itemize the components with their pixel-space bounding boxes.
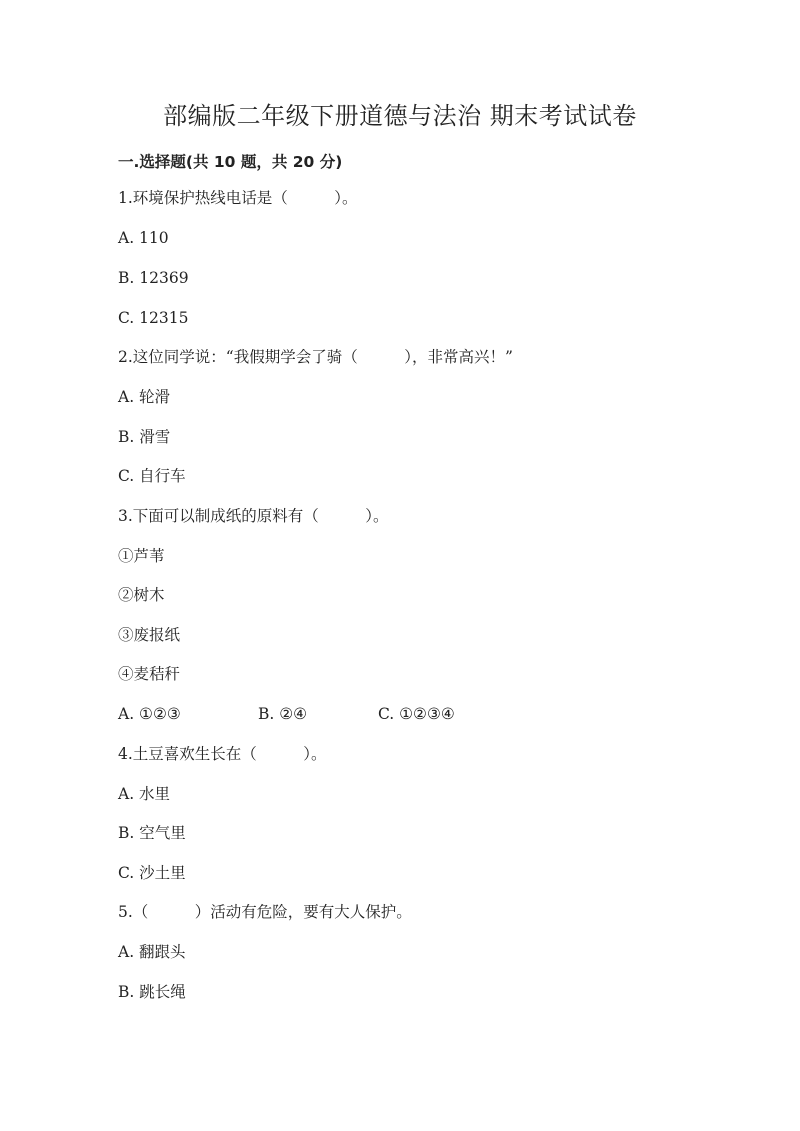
question-2-option-b: B. 滑雪 xyxy=(118,428,171,446)
question-4-option-c: C. 沙土里 xyxy=(118,864,186,882)
question-2-option-a: A. 轮滑 xyxy=(118,388,171,406)
question-4-option-b: B. 空气里 xyxy=(118,824,186,842)
question-3-item-2: ②树木 xyxy=(118,586,165,604)
question-3-option-c: C. ①②③④ xyxy=(378,705,455,723)
page-title: 部编版二年级下册道德与法治 期末考试试卷 xyxy=(163,102,637,130)
section-heading: 一.选择题(共 10 题，共 20 分) xyxy=(118,153,343,171)
question-1-option-c: C. 12315 xyxy=(118,309,189,327)
question-2-option-c: C. 自行车 xyxy=(118,467,186,485)
question-1-option-a: A. 110 xyxy=(118,229,169,247)
question-3-item-1: ①芦苇 xyxy=(118,547,165,565)
question-1-option-b: B. 12369 xyxy=(118,269,189,287)
question-3-item-3: ③废报纸 xyxy=(118,626,181,644)
question-3-option-b: B. ②④ xyxy=(258,705,308,723)
question-5-option-b: B. 跳长绳 xyxy=(118,983,186,1001)
question-2-stem: 2.这位同学说：“我假期学会了骑（ ），非常高兴！” xyxy=(118,348,513,366)
question-4-stem: 4.土豆喜欢生长在（ ）。 xyxy=(118,745,327,763)
question-1-stem: 1.环境保护热线电话是（ ）。 xyxy=(118,189,358,207)
question-3-item-4: ④麦秸秆 xyxy=(118,665,181,683)
question-5-stem: 5.（ ）活动有危险，要有大人保护。 xyxy=(118,903,412,921)
question-3-stem: 3.下面可以制成纸的原料有（ ）。 xyxy=(118,507,389,525)
question-3-option-a: A. ①②③ xyxy=(118,705,181,723)
question-4-option-a: A. 水里 xyxy=(118,785,171,803)
question-5-option-a: A. 翻跟头 xyxy=(118,943,186,961)
